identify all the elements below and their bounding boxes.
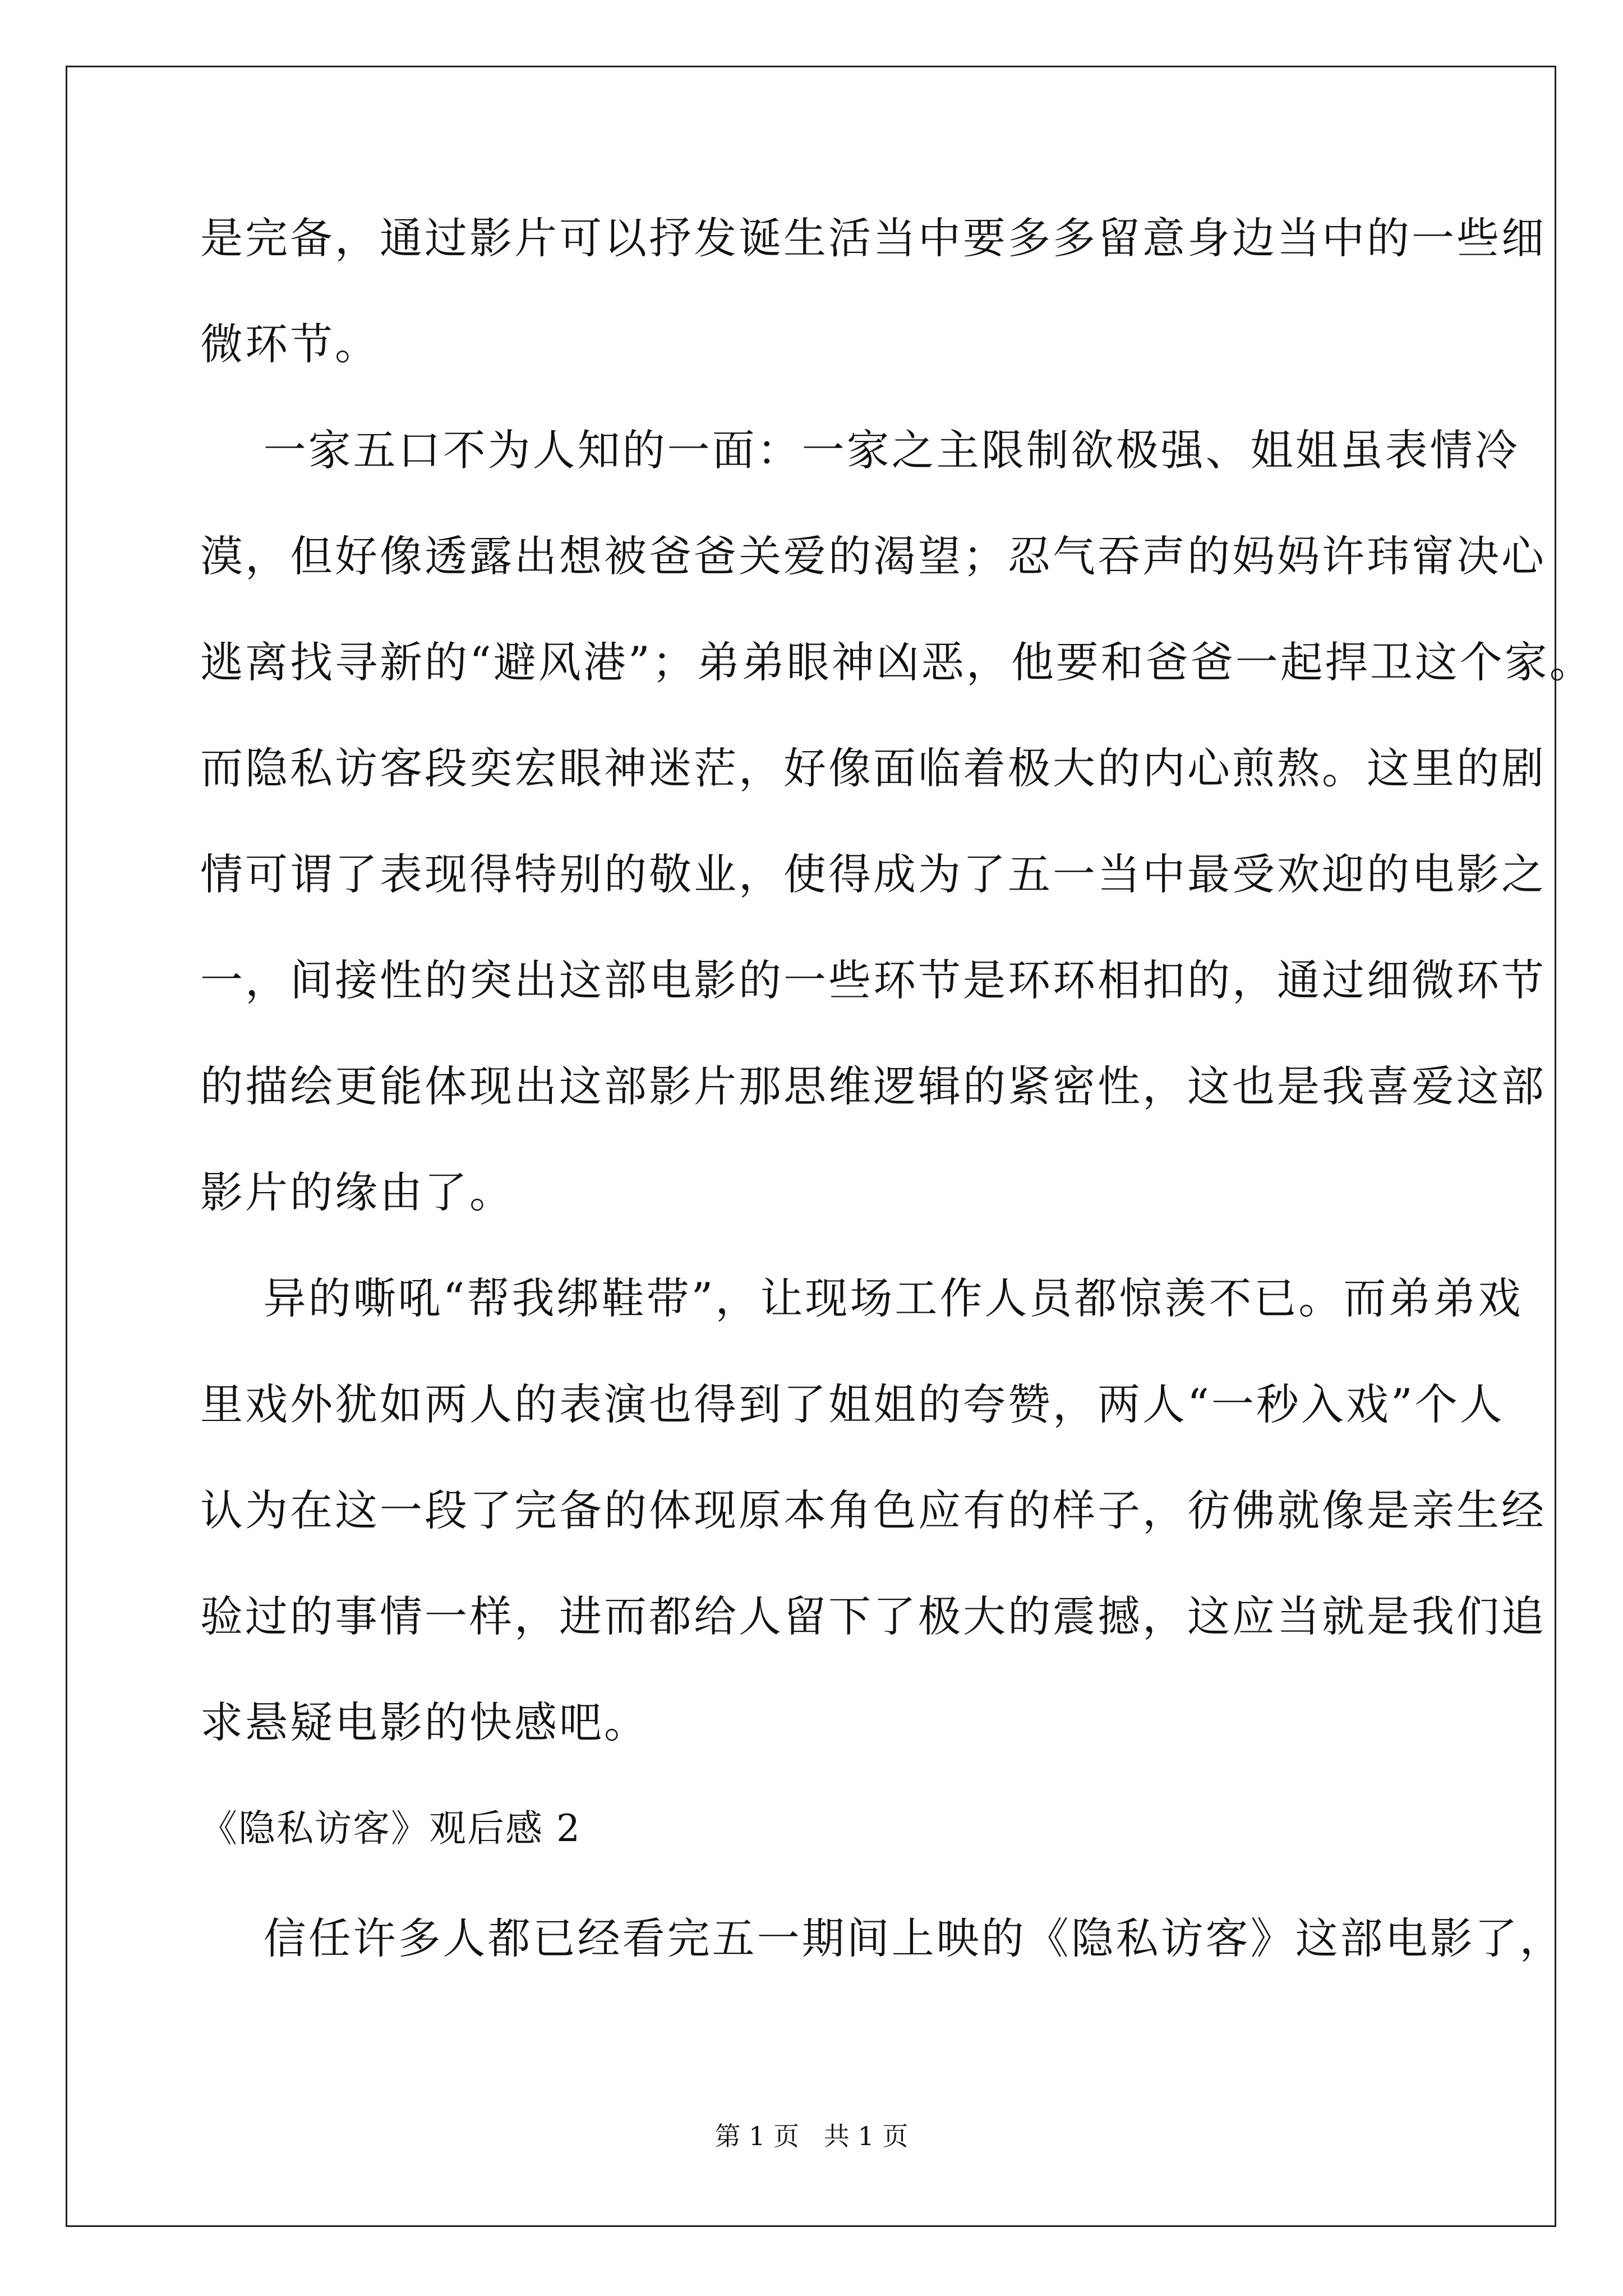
paragraph-1	[200, 213, 1546, 370]
document-body	[200, 213, 1594, 1964]
paragraph-line: 认为在这一段了完备的体现原本角色应有的样子，彷佛就像是亲生经	[200, 1485, 1546, 1535]
paragraph-line: 影片的缘由了。	[200, 1167, 514, 1217]
paragraph-line: 信任许多人都已经看完五一期间上映的《隐私访客》这部电影了，	[200, 1913, 1565, 1963]
paragraph-line: 异的嘶吼“帮我绑鞋带”，让现场工作人员都惊羡不已。而弟弟戏	[200, 1273, 1523, 1323]
section-heading: 《隐私访客》观后感 2	[200, 1807, 581, 1850]
paragraph-2	[200, 425, 1594, 1218]
paragraph-line: 验过的事情一样，进而都给人留下了极大的震撼，这应当就是我们追	[200, 1591, 1546, 1641]
paragraph-line: 一，间接性的突出这部电影的一些环节是环环相扣的，通过细微环节	[200, 955, 1546, 1005]
paragraph-line: 一家五口不为人知的一面：一家之主限制欲极强、姐姐虽表情冷	[200, 425, 1520, 475]
paragraph-line: 里戏外犹如两人的表演也得到了姐姐的夸赞，两人“一秒入戏”个人	[200, 1379, 1505, 1429]
paragraph-line: 求悬疑电影的快感吧。	[200, 1697, 649, 1747]
page-footer: 第 1 页 共 1 页	[714, 2121, 909, 2151]
paragraph-line: 的描绘更能体现出这部影片那思维逻辑的紧密性，这也是我喜爱这部	[200, 1061, 1546, 1111]
paragraph-line: 情可谓了表现得特别的敬业，使得成为了五一当中最受欢迎的电影之	[200, 849, 1546, 899]
paragraph-line: 漠，但好像透露出想被爸爸关爱的渴望；忍气吞声的妈妈许玮甯决心	[200, 531, 1546, 581]
paragraph-line: 微环节。	[200, 319, 380, 369]
paragraph-3	[200, 1273, 1546, 1748]
paragraph-line: 逃离找寻新的“避风港”；弟弟眼神凶恶，他要和爸爸一起捍卫这个家。	[200, 637, 1594, 687]
paragraph-line: 是完备，通过影片可以抒发诞生活当中要多多留意身边当中的一些细	[200, 213, 1546, 263]
paragraph-line: 而隐私访客段奕宏眼神迷茫，好像面临着极大的内心煎熬。这里的剧	[200, 743, 1546, 793]
